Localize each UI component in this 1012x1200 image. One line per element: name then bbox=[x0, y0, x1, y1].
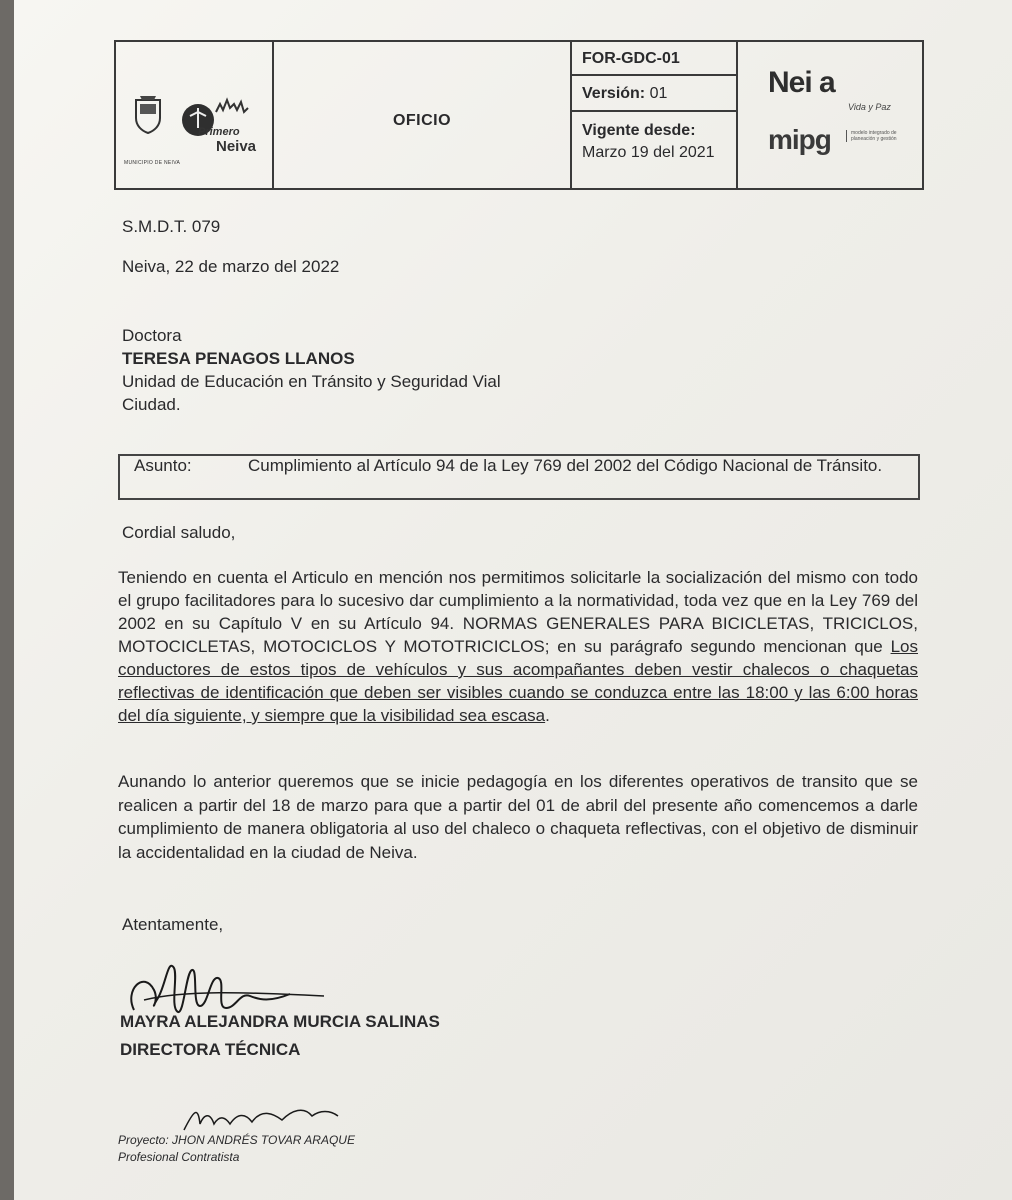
valid-from-label: Vigente desde: bbox=[582, 122, 696, 139]
document-page bbox=[14, 0, 1012, 1200]
header-table bbox=[114, 40, 924, 190]
subject-text: Cumplimiento al Artículo 94 de la Ley 769 del 2002 del Código Nacional de Tránsito. bbox=[248, 456, 883, 475]
primero-logo-text: Primero bbox=[198, 126, 240, 138]
recipient-block bbox=[122, 324, 501, 416]
paragraph-1-end: . bbox=[545, 706, 550, 725]
signer-block bbox=[120, 1008, 440, 1064]
closing: Atentamente, bbox=[122, 915, 224, 934]
body-paragraph-1 bbox=[118, 566, 918, 727]
header-meta-cell bbox=[572, 42, 738, 188]
neiva-brand-tagline: Vida y Paz bbox=[848, 102, 891, 112]
recipient-title: Doctora bbox=[122, 326, 182, 345]
version-row bbox=[572, 76, 736, 112]
version-label: Versión: bbox=[582, 85, 646, 102]
form-code: FOR-GDC-01 bbox=[572, 42, 736, 76]
mipg-logo: mipg bbox=[768, 124, 831, 155]
recipient-unit: Unidad de Educación en Tránsito y Seguridad Vial bbox=[122, 372, 501, 391]
mipg-description: modelo integrado de planeación y gestión bbox=[846, 130, 917, 142]
document-reference: S.M.D.T. 079 bbox=[122, 217, 221, 236]
valid-from-row bbox=[572, 112, 736, 190]
project-line: Proyecto: JHON ANDRÉS TOVAR ARAQUE bbox=[118, 1133, 355, 1147]
project-role: Profesional Contratista bbox=[118, 1150, 240, 1164]
recipient-name: TERESA PENAGOS LLANOS bbox=[122, 349, 355, 368]
subject-label: Asunto: bbox=[134, 456, 192, 475]
header-logo-cell bbox=[116, 42, 274, 188]
neiva-logo-text: Neiva bbox=[216, 138, 257, 155]
coat-of-arms-icon bbox=[134, 94, 162, 134]
project-block bbox=[118, 1132, 355, 1166]
header-brand-cell bbox=[738, 42, 924, 188]
document-type-title: OFICIO bbox=[392, 112, 452, 129]
paragraph-1-text: Teniendo en cuenta el Articulo en mención nos permitimos solicitarle la socialización del mismo con todo el grupo facilitadores para lo sucesivo dar cumplimiento a la normatividad, toda vez que en la Ley 769 del 2002 en su Capítulo V en su Artículo 94. NORMAS GENERALES PARA BICICLETAS, TRICICLOS, MOTOCICLETAS, MOTOCICLOS Y MOTOTRICICLOS; en su parágrafo segundo mencionan que bbox=[118, 568, 918, 656]
municipality-caption: MUNICIPIO DE NEIVA bbox=[124, 160, 181, 166]
document-date: Neiva, 22 de marzo del 2022 bbox=[122, 257, 340, 276]
recipient-city: Ciudad. bbox=[122, 395, 181, 414]
paragraph-1-underlined: Los conductores de estos tipos de vehículos y sus acompañantes deben vestir chalecos o chaquetas reflectivas de identificación que deben ser visibles cuando se conduzca entre las 18:00 y las 6:00 horas del día siguiente, y siempre que la visibilidad sea escasa bbox=[118, 637, 918, 725]
valid-from-value: Marzo 19 del 2021 bbox=[582, 144, 715, 161]
header-title-cell bbox=[274, 42, 572, 188]
neiva-brand-logo: Nei a bbox=[768, 66, 835, 99]
body-paragraph-2: Aunando lo anterior queremos que se inicie pedagogía en los diferentes operativos de transito que se realicen a partir del 18 de marzo para que a partir del 01 de abril del presente año comencemos a darle cumplimiento de manera obligatoria al uso del chaleco o chaqueta reflectivas, con el objetivo de disminuir la accidentalidad en la ciudad de Neiva. bbox=[118, 772, 918, 862]
signer-role: DIRECTORA TÉCNICA bbox=[120, 1040, 301, 1059]
subject-box bbox=[118, 454, 920, 500]
version-value: 01 bbox=[649, 85, 668, 102]
greeting: Cordial saludo, bbox=[122, 523, 236, 542]
signer-name: MAYRA ALEJANDRA MURCIA SALINAS bbox=[120, 1012, 440, 1031]
